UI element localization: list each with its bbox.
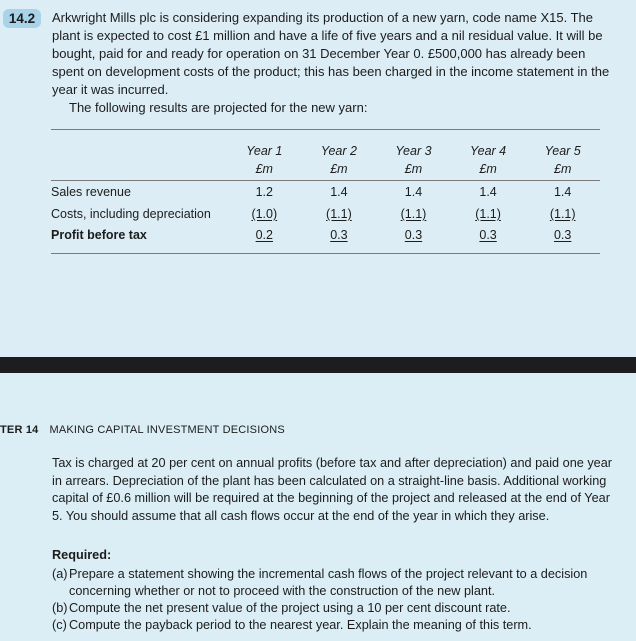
row-label: Costs, including depreciation — [51, 207, 211, 221]
column-unit: £m — [525, 158, 600, 181]
table-row-costs — [51, 203, 600, 225]
item-letter: (a) — [52, 567, 68, 581]
item-text: Compute the payback period to the nearest year. Explain the meaning of this term. — [69, 618, 532, 632]
item-text: Prepare a statement showing the incremental cash flows of the project relevant to a decision concerning whether or not to proceed with the construction of the new plant. — [69, 567, 588, 598]
tax-paragraph: Tax is charged at 20 per cent on annual profits (before tax and after depreciation) and paid one year in arrears. Depreciation of the plant has been calculated on a straight-line basis. Additional working capital of £0.6 million will be required at the beginning of the project and released at the end of Year 5. You should assume that all cash flows occur at the end of the year in which they arise. — [52, 456, 613, 523]
column-unit: £m — [302, 158, 377, 181]
list-item — [52, 600, 617, 617]
table-header-units — [51, 158, 600, 181]
table-cell: 1.4 — [553, 185, 572, 199]
column-unit: £m — [376, 158, 451, 181]
table-cell: 0.3 — [553, 228, 572, 242]
intro-paragraph: Arkwright Mills plc is considering expanding its production of a new yarn, code name X15. The plant is expected to cost £1 million and have a life of five years and a nil residual value. It will be bought, paid for and ready for operation on 31 December Year 0. £500,000 has already been spent on development costs of the product; this has been charged in the income statement in the year it was incurred. — [52, 10, 610, 97]
intro-lead-in: The following results are projected for the new yarn: — [69, 100, 368, 115]
table-cell: 0.3 — [404, 228, 423, 242]
table-cell: 0.2 — [255, 228, 273, 242]
list-item — [52, 617, 617, 634]
row-label: Sales revenue — [51, 185, 131, 199]
table-row-profit — [51, 225, 600, 254]
table-row-sales — [51, 181, 600, 204]
projected-results-table — [51, 129, 600, 254]
table-cell: 1.2 — [255, 185, 273, 199]
item-text: Compute the net present value of the project using a 10 per cent discount rate. — [69, 601, 511, 615]
tax-paragraph-block — [52, 455, 617, 525]
item-letter: (b) — [52, 601, 68, 615]
required-heading: Required: — [52, 548, 112, 562]
page-break-band — [0, 357, 636, 373]
question-number-badge: 14.2 — [3, 9, 41, 28]
table-cell: 0.3 — [330, 228, 348, 242]
table-cell: (1.1) — [475, 207, 501, 221]
table-cell: 1.4 — [330, 185, 348, 199]
question-intro — [52, 9, 617, 117]
table-cell: (1.0) — [251, 207, 278, 221]
column-header-year: Year 5 — [544, 144, 581, 158]
chapter-title: MAKING CAPITAL INVESTMENT DECISIONS — [49, 424, 285, 436]
table-cell: 1.4 — [479, 185, 497, 199]
table-top-rule — [51, 130, 600, 141]
column-unit: £m — [227, 158, 302, 181]
column-unit: £m — [451, 158, 526, 181]
list-item — [52, 566, 617, 600]
table-cell: (1.1) — [549, 207, 576, 221]
table-cell: 1.4 — [404, 185, 423, 199]
table-header-years — [51, 140, 600, 158]
required-list — [52, 566, 617, 634]
column-header-year: Year 2 — [320, 144, 357, 158]
column-header-year: Year 4 — [470, 144, 507, 158]
table-cell: 0.3 — [479, 228, 497, 242]
table-cell: (1.1) — [326, 207, 352, 221]
chapter-label: TER 14 — [0, 424, 39, 436]
item-letter: (c) — [52, 618, 67, 632]
column-header-year: Year 1 — [246, 144, 283, 158]
running-header — [0, 424, 285, 436]
row-label: Profit before tax — [51, 225, 227, 254]
table-cell: (1.1) — [400, 207, 427, 221]
column-header-year: Year 3 — [395, 144, 432, 158]
